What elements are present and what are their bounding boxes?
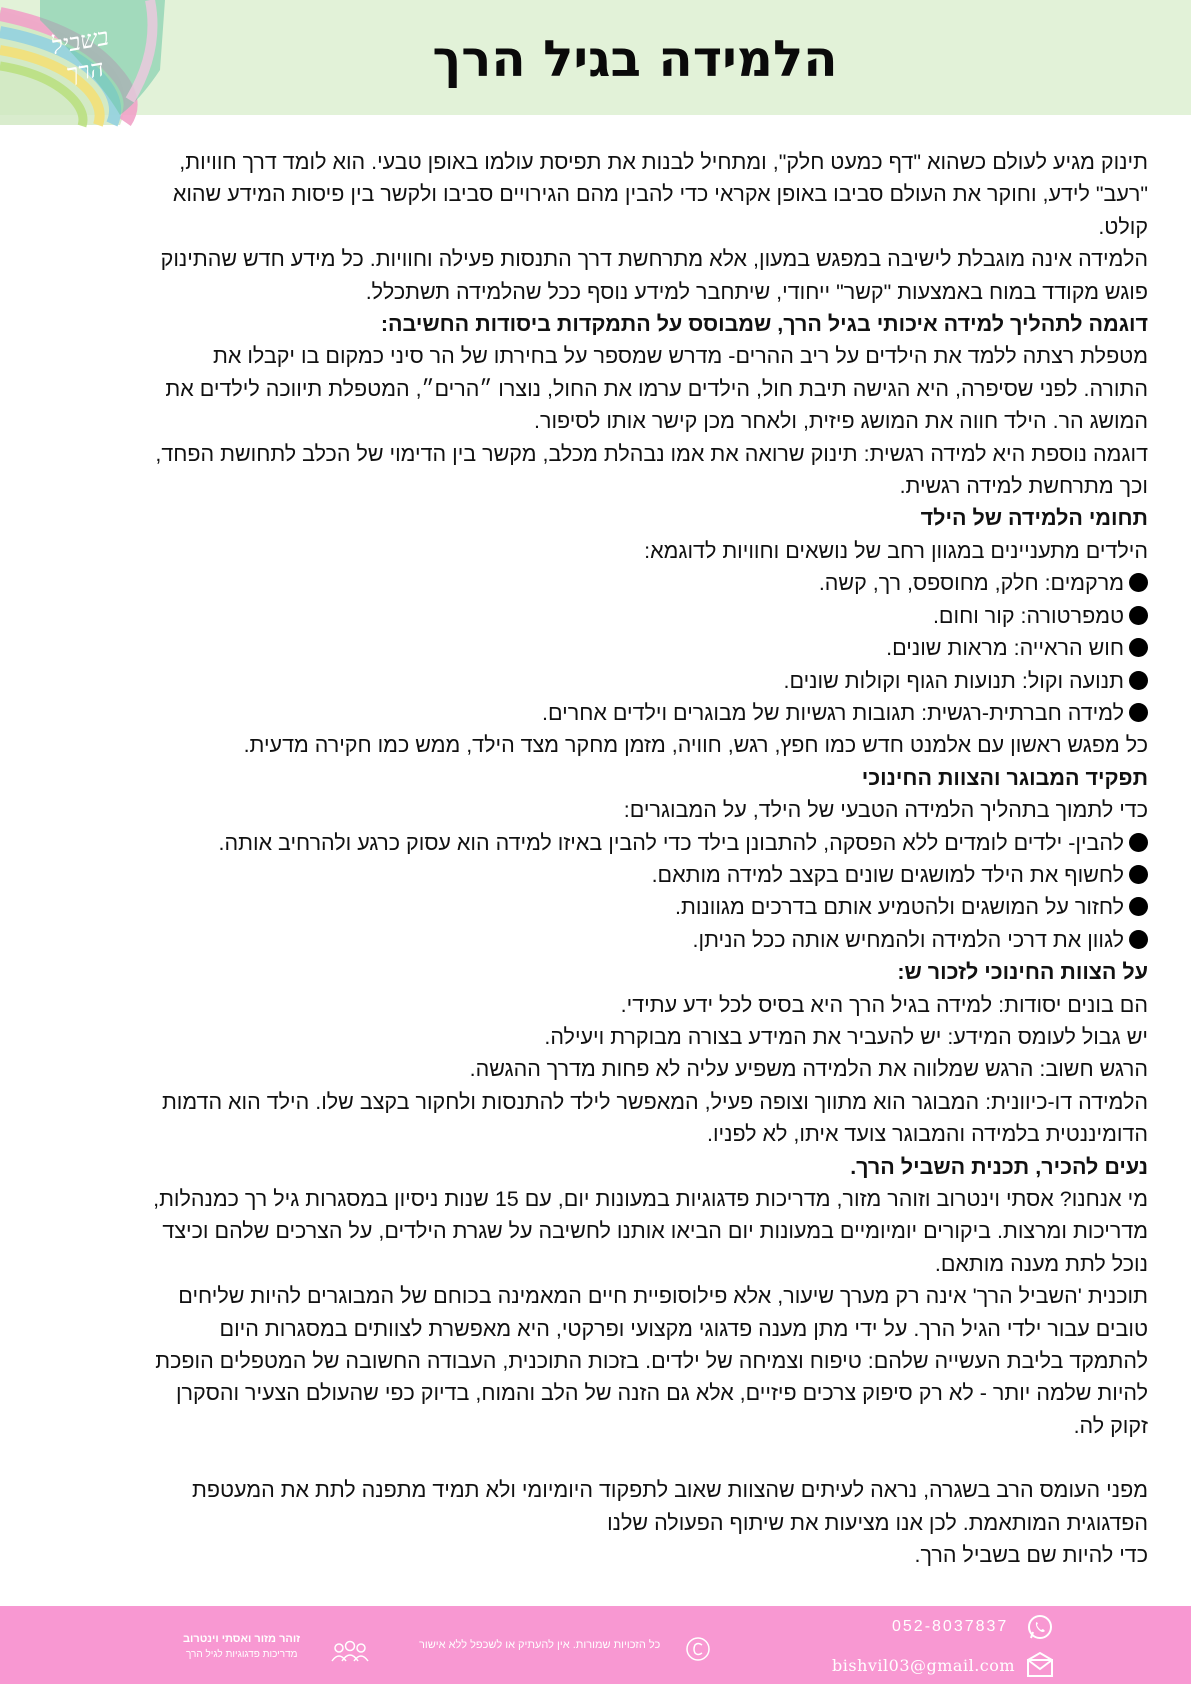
bullet-icon (1129, 833, 1148, 852)
page-footer (0, 1606, 1191, 1684)
email-address[interactable]: bishvil03@gmail.com (832, 1656, 1016, 1675)
list-item-text: לגוון את דרכי הלמידה ולהמחיש אותה ככל הניתן. (692, 927, 1124, 952)
paragraph: מי אנחנו? אסתי וינטרוב וזוהר מזור, מדריכות פדגוגיות במעונות יום, עם 15 שנות ניסיון במסגרות גיל רך כמנהלות, (153, 1187, 1148, 1211)
mail-icon (1025, 1651, 1055, 1679)
paragraph: נוכל לתת מענה מותאם. (934, 1251, 1148, 1276)
list-item-text: להבין- ילדים לומדים ללא הפסקה, להתבונן בילד כדי להבין באיזו למידה הוא עסוק כרגע ולהרחיב אותה. (218, 830, 1124, 855)
phone-number[interactable]: 052-8037837 (892, 1618, 1009, 1635)
bullet-icon (1129, 606, 1148, 625)
paragraph: הלמידה דו-כיוונית: המבוגר הוא מתווך וצופה פעיל, המאפשר לילד להתנסות ולחקור בקצב שלו. הילד הוא הדמות (161, 1089, 1148, 1114)
author-role: מדריכות פדגוגיות לגיל הרך (186, 1649, 298, 1660)
bullet-icon (1129, 897, 1148, 916)
paragraph: להיות שלמה יותר - לא רק סיפוק צרכים פיזיים, אלא גם הזנה של הלב והמוח, בדיוק כפי שהעולם הצעיר והסקרן (175, 1381, 1148, 1406)
list-item (70, 632, 1148, 664)
paragraph: כדי להיות שם בשביל הרך. (914, 1543, 1148, 1568)
bullet-icon (1129, 638, 1148, 657)
bullet-icon (1129, 865, 1148, 884)
paragraph: תינוק מגיע לעולם כשהוא "דף כמעט חלק", ומתחיל לבנות את תפיסת עולמו באופן טבעי. הוא לומד דרך חוויות, (179, 150, 1148, 174)
page-title: הלמידה בגיל הרך (432, 30, 838, 88)
list-item (70, 891, 1148, 923)
paragraph: דוגמה נוספת היא למידה רגשית: תינוק שרואה את אמו נבהלת מכלב, מקשר בין הדימוי של הכלב לתחושת הפחד, (155, 441, 1148, 466)
list-item-text: למידה חברתית-רגשית: תגובות רגשיות של מבוגרים וילדים אחרים. (542, 700, 1124, 725)
list-item (70, 600, 1148, 632)
whatsapp-icon (1026, 1613, 1054, 1641)
paragraph: הילדים מתעניינים במגוון רחב של נושאים וחוויות לדוגמא: (644, 538, 1148, 563)
paragraph: הרגש חשוב: הרגש שמלווה את הלמידה משפיע עליה לא פחות מדרך ההגשה. (469, 1057, 1148, 1082)
list-item (70, 924, 1148, 956)
paragraph: קולט. (1098, 214, 1148, 239)
list-item-text: תנועה וקול: תנועות הגוף וקולות שונים. (783, 668, 1124, 693)
list-item-text: טמפרטורה: קור וחום. (932, 603, 1124, 628)
section-heading: תחומי הלמידה של הילד (920, 506, 1148, 531)
section-heading: נעים להכיר, תכנית השביל הרך. (850, 1154, 1148, 1179)
logo-line-2: הרך (64, 53, 107, 88)
copyright-icon (685, 1636, 711, 1662)
list-item (70, 859, 1148, 891)
paragraph-spacer (70, 1442, 1148, 1474)
logo-line-1: בשביל (49, 22, 111, 61)
paragraph: וכך מתרחשת למידה רגשית. (899, 474, 1148, 499)
paragraph: מטפלת רצתה ללמד את הילדים על ריב ההרים- מדרש שמספר על בחירתו של הר סיני כמקום בו יקבלו את (212, 344, 1148, 369)
paragraph: "רעב" לידע, וחוקר את העולם סביבו באופן אקראי כדי להבין מהם הגירויים סביבו ולקשר בין פיסות המידע שהוא (172, 182, 1148, 207)
bullet-icon (1129, 671, 1148, 690)
section-heading: תפקיד המבוגר והצוות החינוכי (861, 765, 1148, 790)
list-item (70, 665, 1148, 697)
people-icon (330, 1640, 370, 1664)
list-item-text: לחשוף את הילד למושגים שונים בקצב למידה מותאם. (651, 862, 1124, 887)
list-item-text: מרקמים: חלק, מחוספס, רך, קשה. (818, 571, 1124, 596)
bullet-icon (1129, 703, 1148, 722)
list-item (70, 697, 1148, 729)
bullet-icon (1129, 930, 1148, 949)
bullet-list (70, 567, 1148, 729)
list-item-text: חוש הראייה: מראות שונים. (886, 636, 1124, 661)
paragraph: להתמקד בליבת העשייה שלהם: טיפוח וצמיחה של ילדים. בזכות התוכנית, העבודה החשובה של המטפלים הופכת (155, 1349, 1148, 1374)
bullet-list (70, 827, 1148, 957)
paragraph: כדי לתמוך בתהליך הלמידה הטבעי של הילד, על המבוגרים: (623, 798, 1148, 823)
paragraph: הדומיננטית בלמידה והמבוגר צועד איתו, לא לפניו. (706, 1122, 1148, 1147)
paragraph: פוגש מקודד במוח באמצעות "קשר" ייחודי, שיתחבר למידע נוסף ככל שהלמידה תשתכלל. (365, 279, 1148, 304)
paragraph: תוכנית 'השביל הרך' אינה רק מערך שיעור, אלא פילוסופיית חיים המאמינה בכוחם של המבוגרים להיות שליחים (178, 1284, 1148, 1309)
paragraph: מפני העומס הרב בשגרה, נראה לעיתים שהצוות שאוב לתפקוד היומיומי ולא תמיד מתפנה לתת את המעטפת (192, 1478, 1148, 1503)
author-names: זוהר מזור ואסתי וינטרוב (183, 1633, 301, 1645)
paragraph: המושג הר. הילד חווה את המושג פיזית, ולאחר מכן קישר אותו לסיפור. (533, 409, 1148, 434)
paragraph: כל מפגש ראשון עם אלמנט חדש כמו חפץ, רגש, חוויה, מזמן מחקר מצד הילד, ממש כמו חקירה מדעית. (243, 733, 1148, 758)
paragraph: הם בונים יסודות: למידה בגיל הרך היא בסיס לכל ידע עתידי. (620, 992, 1148, 1017)
paragraph: הפדגוגית המותאמת. לכן אנו מציעות את שיתוף הפעולה שלנו (607, 1510, 1148, 1535)
paragraph: הלמידה אינה מוגבלת לישיבה במפגש במעון, אלא מתרחשת דרך התנסות פעילה וחוויות. כל מידע חדש שהתינוק (160, 247, 1148, 272)
logo (0, 0, 165, 130)
list-item-text: לחזור על המושגים ולהטמיע אותם בדרכים מגוונות. (674, 895, 1124, 920)
bullet-icon (1129, 573, 1148, 592)
paragraph: טובים עבור ילדי הגיל הרך. על ידי מתן מענה פדגוגי מקצועי ופרקטי, היא מאפשרת לצוותים במסגרות היום (219, 1316, 1148, 1341)
paragraph: התורה. לפני שסיפרה, היא הגישה תיבת חול, הילדים ערמו את החול, נוצרו ״הרים״, המטפלת תיווכה לילדים את (165, 376, 1148, 401)
copyright-notice: כל הזכויות שמורות. אין להעתיק או לשכפל ללא אישור (419, 1639, 661, 1651)
section-heading: דוגמה לתהליך למידה איכותי בגיל הרך, שמבוסס על התמקדות ביסודות החשיבה: (380, 312, 1148, 337)
page-header (0, 0, 1191, 115)
section-heading: על הצוות החינוכי לזכור ש: (897, 960, 1148, 985)
paragraph: זקוק לה. (1073, 1413, 1148, 1438)
list-item (70, 567, 1148, 599)
paragraph: יש גבול לעומס המידע: יש להעביר את המידע בצורה מבוקרת ויעילה. (544, 1024, 1148, 1049)
list-item (70, 827, 1148, 859)
document-body (70, 146, 1148, 1571)
paragraph: מדריכות ומרצות. ביקורים יומיומיים במעונות יום הביאו אותנו לחשיבה על שגרת הילדים, על הצרכים שלהם וכיצד (162, 1219, 1148, 1244)
